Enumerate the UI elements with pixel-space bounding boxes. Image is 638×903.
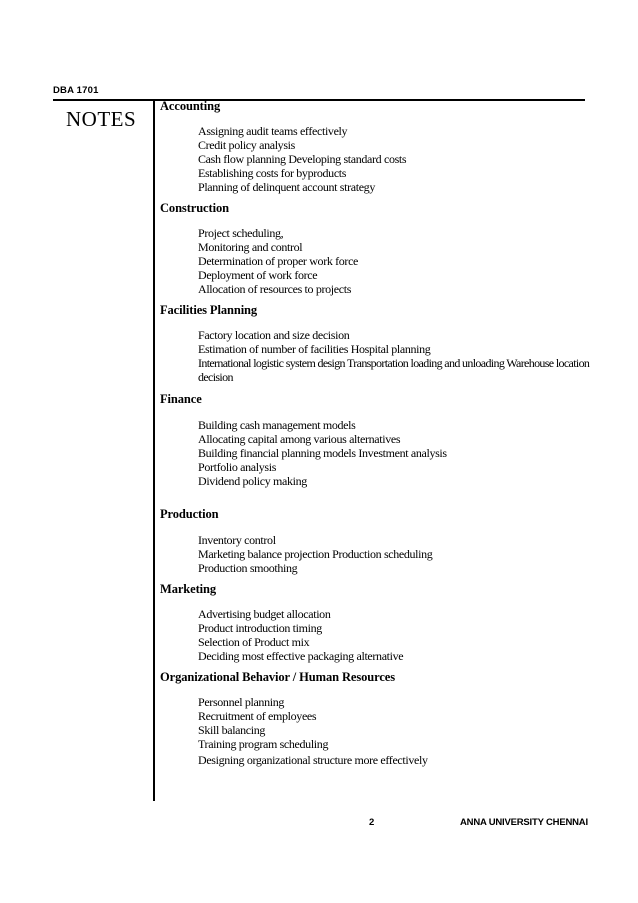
list-item: Inventory control (198, 533, 276, 547)
list-item: Factory location and size decision (198, 328, 350, 342)
list-item: Monitoring and control (198, 240, 303, 254)
item-list (160, 124, 590, 194)
document-body (160, 98, 590, 767)
item-list (160, 418, 590, 488)
list-item: Designing organizational structure more effectively (198, 753, 428, 767)
section-title: Finance (160, 392, 202, 406)
section-organizational-behavior (160, 669, 590, 767)
list-item: Determination of proper work force (198, 254, 359, 268)
section-construction (160, 200, 590, 302)
item-list (160, 226, 590, 296)
section-facilities-planning (160, 302, 590, 391)
section-production (160, 506, 590, 581)
margin-divider (153, 100, 155, 801)
list-item: International logistic system design Transportation loading and unloading Warehouse location decision (198, 356, 590, 384)
list-item: Portfolio analysis (198, 460, 277, 474)
list-item: Training program scheduling (198, 737, 329, 751)
university-name: ANNA UNIVERSITY CHENNAI (460, 817, 588, 828)
list-item: Selection of Product mix (198, 635, 310, 649)
item-list (160, 533, 590, 575)
page-number: 2 (369, 817, 375, 828)
list-item: Advertising budget allocation (198, 607, 331, 621)
section-title: Accounting (160, 99, 221, 113)
section-title: Construction (160, 201, 229, 215)
list-item: Deployment of work force (198, 268, 318, 282)
list-item: Project scheduling, (198, 226, 284, 240)
list-item: Marketing balance projection Production scheduling (198, 547, 433, 561)
list-item: Estimation of number of facilities Hospital planning (198, 342, 431, 356)
section-title: Organizational Behavior / Human Resources (160, 670, 396, 684)
course-code: DBA 1701 (53, 85, 99, 96)
list-item: Allocating capital among various alternatives (198, 432, 401, 446)
list-item: Production smoothing (198, 561, 298, 575)
list-item: Allocation of resources to projects (198, 282, 352, 296)
section-finance (160, 391, 590, 506)
list-item: Product introduction timing (198, 621, 322, 635)
item-list (160, 607, 590, 663)
list-item: Personnel planning (198, 695, 285, 709)
list-item: Planning of delinquent account strategy (198, 180, 375, 194)
notes-margin-label: NOTES (66, 107, 137, 131)
list-item: Skill balancing (198, 723, 266, 737)
section-title: Facilities Planning (160, 303, 258, 317)
list-item: Credit policy analysis (198, 138, 295, 152)
item-list (160, 695, 590, 767)
list-item: Establishing costs for byproducts (198, 166, 347, 180)
list-item: Dividend policy making (198, 474, 307, 488)
item-list (160, 328, 590, 384)
list-item: Assigning audit teams effectively (198, 124, 348, 138)
section-marketing (160, 581, 590, 669)
section-accounting (160, 98, 590, 200)
list-item: Recruitment of employees (198, 709, 317, 723)
section-title: Production (160, 507, 219, 521)
list-item: Building cash management models (198, 418, 356, 432)
list-item: Deciding most effective packaging alternative (198, 649, 404, 663)
list-item: Building financial planning models Investment analysis (198, 446, 447, 460)
list-item: Cash flow planning Developing standard costs (198, 152, 407, 166)
section-title: Marketing (160, 582, 217, 596)
